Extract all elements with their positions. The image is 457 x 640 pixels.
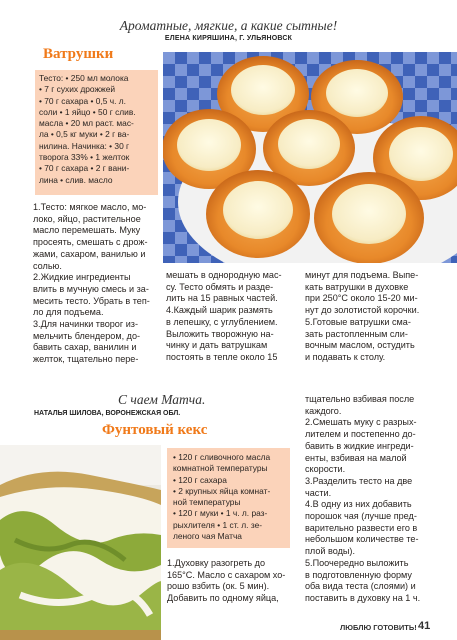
recipe1-steps-col2 — [166, 270, 302, 364]
ingredient-line: масла • 20 мл раст. мас- — [39, 118, 134, 129]
step-line: в подготовленную форму — [305, 569, 412, 580]
step-line: небольшом количестве те- — [305, 534, 419, 545]
ingredients-box-pound-cake — [167, 448, 290, 548]
step-line: масло перемешать. Муку — [33, 225, 141, 236]
recipe2-subtitle: С чаем Матча. — [118, 392, 206, 407]
recipe-title-vatrushki: Ватрушки — [43, 46, 114, 62]
page-tagline: Ароматные, мягкие, а какие сытные! — [119, 18, 338, 33]
step-line: поставить в духовку на 1 ч. — [305, 592, 421, 603]
page-number: 41 — [418, 620, 431, 632]
step-line: желток, тщательно пере- — [33, 354, 139, 365]
step-line: Выложить творожную на- — [166, 328, 274, 339]
step-line: варительно развести его в — [305, 522, 418, 533]
step-line: чинку и дать ватрушкам — [166, 340, 268, 351]
step-line: 5.Поочередно выложить — [305, 557, 409, 568]
recipe1-steps-col1 — [33, 202, 163, 366]
step-line: 165°С. Масло с сахаром хо- — [167, 569, 286, 580]
vatrushki-photo — [163, 52, 457, 263]
step-line: 3.Разделить тесто на две — [305, 475, 413, 486]
ingredient-line: Тесто: • 250 мл молока — [39, 73, 129, 83]
pound-cake-photo — [0, 445, 161, 640]
step-line: просеять, смешать с дрож- — [33, 237, 148, 248]
step-line: солью. — [33, 260, 62, 271]
ingredient-line: лина • слив. масло — [39, 174, 113, 185]
step-line: плой воды). — [305, 546, 355, 557]
step-line: бавить сахар, ванилин и — [33, 342, 137, 353]
step-line: части. — [305, 487, 332, 498]
ingredient-line: • 70 г сахара • 0,5 ч. л. — [39, 95, 126, 106]
step-line: мешать в однородную мас- — [166, 270, 282, 280]
step-line: 4.В одну из них добавить — [305, 499, 412, 510]
ingredient-line: нилина. Начинка: • 30 г — [39, 140, 130, 151]
step-line: 5.Готовые ватрушки сма- — [305, 316, 411, 327]
step-line: локо, яйцо, растительное — [33, 213, 141, 224]
step-line: лителем и постепенно до- — [305, 429, 416, 440]
step-line: в лепешку, с углублением. — [166, 316, 278, 327]
step-line: зать растопленным сли- — [305, 328, 408, 339]
step-line: скорости. — [305, 464, 346, 475]
step-line: бавить в жидкие ингреди- — [305, 440, 414, 451]
ingredient-line: • 70 г сахара • 2 г вани- — [39, 163, 130, 174]
ingredient-line: ла • 0,5 кг муки • 2 г ва- — [39, 129, 130, 140]
step-line: оба вида теста (слоями) и — [305, 581, 416, 592]
step-line: 1.Духовку разогреть до — [167, 558, 266, 568]
ingredient-line: комнатной температуры — [173, 463, 268, 474]
step-line: минут для подъема. Выпе- — [305, 270, 419, 280]
step-line: 4.Каждый шарик размять — [166, 305, 273, 316]
step-line: тщательно взбивая после — [305, 394, 415, 404]
step-line: влить в мучную смесь и за- — [33, 283, 149, 294]
step-line: жами, сахаром, ванилью и — [33, 248, 146, 259]
recipe1-steps-col3 — [305, 270, 441, 364]
step-line: лить на 15 равных частей. — [166, 293, 278, 304]
recipe2-author: НАТАЛЬЯ ШИЛОВА, ВОРОНЕЖСКАЯ ОБЛ. — [34, 410, 181, 417]
step-line: при 250°С около 15-20 ми- — [305, 293, 418, 304]
step-line: 3.Для начинки творог из- — [33, 319, 138, 330]
step-line: 2.Жидкие ингредиенты — [33, 272, 131, 283]
step-line: и подавать к столу. — [305, 351, 386, 362]
step-line: нут до золотистой корочки. — [305, 305, 420, 316]
step-line: ло для подъема. — [33, 307, 104, 318]
ingredient-line: соли • 1 яйцо • 50 г слив. — [39, 106, 136, 117]
step-line: рошо взбить (ок. 5 мин). — [167, 581, 270, 592]
step-line: 2.Смешать муку с разрых- — [305, 417, 417, 428]
ingredient-line: леного чая Матча — [173, 531, 242, 542]
step-line: каждого. — [305, 405, 342, 416]
ingredient-line: рыхлителя • 1 ст. л. зе- — [173, 519, 263, 530]
ingredient-line: • 2 крупных яйца комнат- — [173, 485, 271, 496]
ingredient-line: творога 33% • 1 желток — [39, 152, 130, 163]
author-line: ЕЛЕНА КИРЯШИНА, Г. УЛЬЯНОВСК — [164, 35, 293, 42]
step-line: порошок чая (лучше пред- — [305, 511, 417, 522]
recipe-title-pound-cake: Фунтовый кекс — [102, 422, 208, 438]
ingredient-line: ной температуры — [173, 497, 241, 508]
step-line: вочным маслом, остудить — [305, 340, 415, 351]
step-line: су. Тесто обмять и разде- — [166, 281, 274, 292]
step-line: постоять в тепле около 15 — [166, 351, 278, 362]
step-line: кать ватрушки в духовке — [305, 281, 409, 292]
recipe2-steps-col-right — [305, 394, 445, 605]
ingredient-line: • 120 г сливочного масла — [173, 452, 271, 462]
step-line: 1.Тесто: мягкое масло, мо- — [33, 202, 147, 212]
magazine-brand: ЛЮБЛЮ ГОТОВИТЬ! — [340, 623, 417, 632]
ingredient-line: • 120 г сахара — [173, 474, 227, 485]
step-line: месить тесто. Убрать в теп- — [33, 295, 150, 306]
ingredient-line: • 7 г сухих дрожжей — [39, 84, 116, 95]
step-line: енты, взбивая на малой — [305, 452, 407, 463]
recipe2-steps-col-mid — [167, 558, 302, 605]
step-line: Добавить по одному яйца, — [167, 593, 279, 604]
step-line: мельчить блендером, до- — [33, 330, 141, 341]
ingredient-line: • 120 г муки • 1 ч. л. раз- — [173, 508, 268, 519]
ingredients-box-vatrushki — [35, 70, 158, 195]
